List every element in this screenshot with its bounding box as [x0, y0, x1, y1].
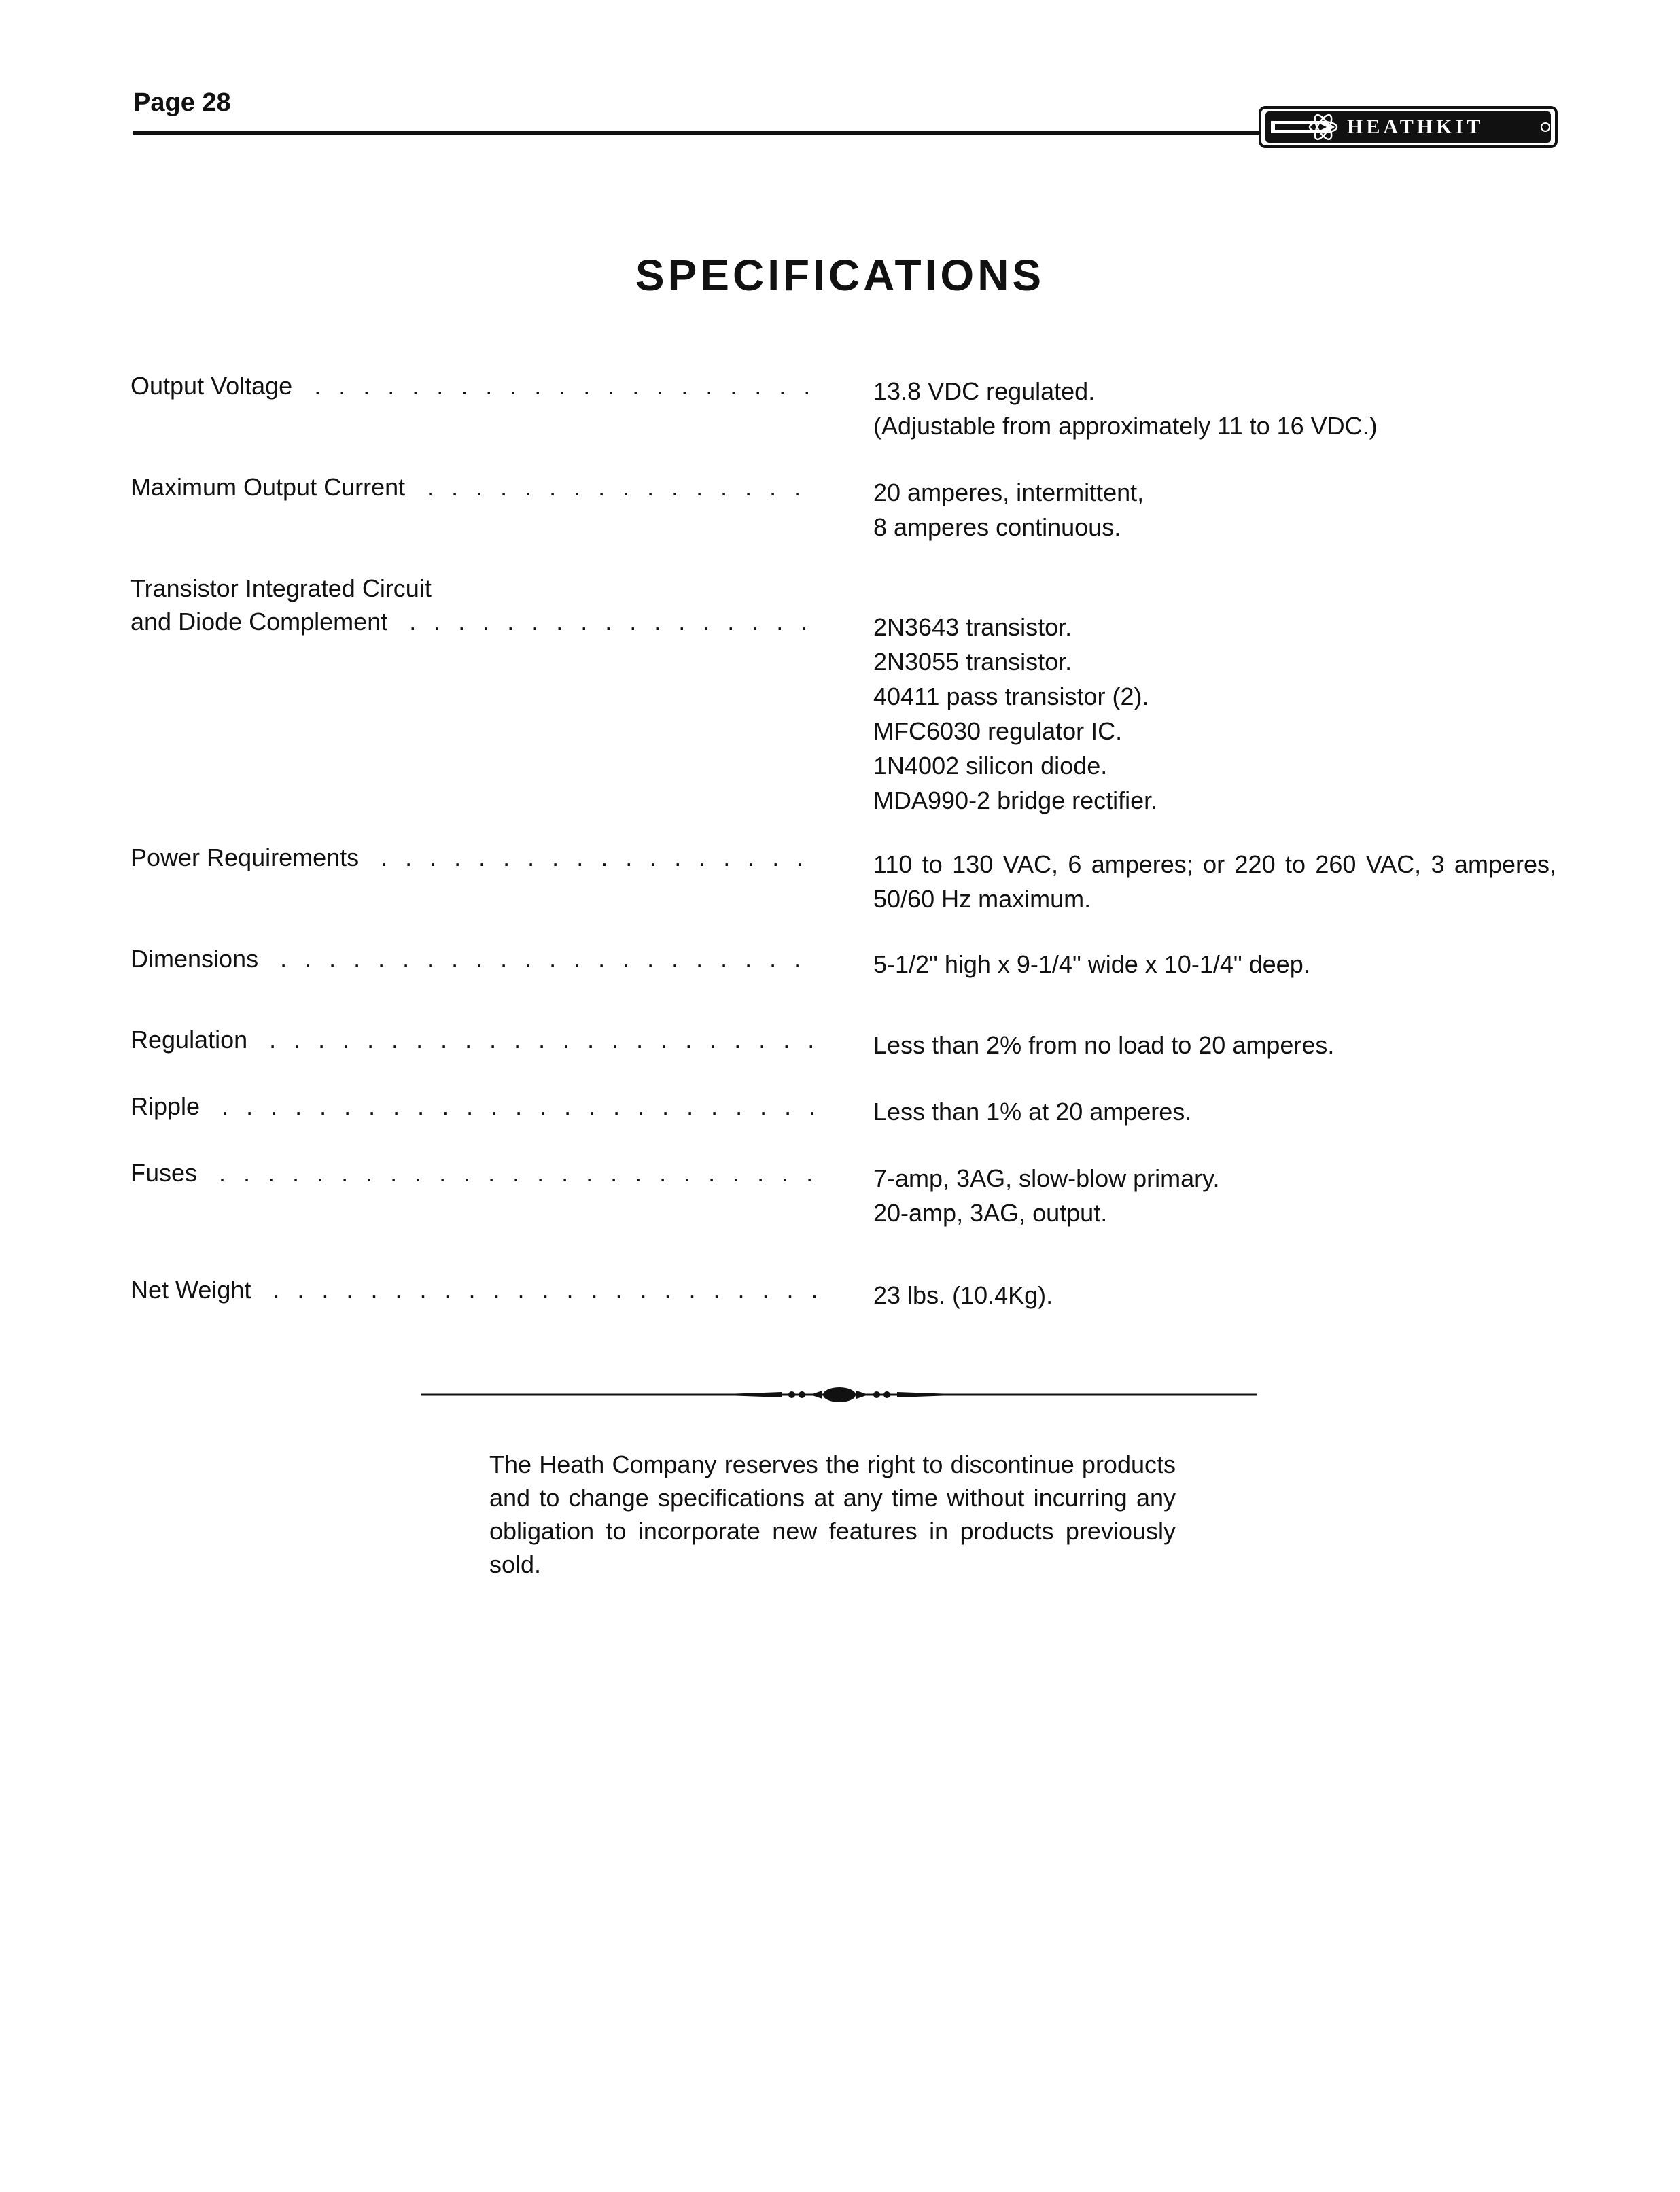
page-title: SPECIFICATIONS [635, 251, 1045, 300]
spec-label: Ripple . . . [130, 1089, 820, 1124]
spec-label: Output Voltage . . . [130, 368, 820, 403]
spec-value: 7-amp, 3AG, slow-blow primary. 20-amp, 3AG, output. [873, 1164, 1220, 1227]
spec-label: Net Weight . . . [130, 1272, 820, 1307]
ornamental-divider [421, 1374, 1257, 1415]
disclaimer-text: The Heath Company reserves the right to discontinue products and to change specifications at any time without incurring any obligation to incorporate new features in products previously sold. [489, 1450, 1176, 1578]
spec-value: 5-1/2" high x 9-1/4" wide x 10-1/4" deep. [873, 950, 1310, 978]
heathkit-logo [1259, 106, 1558, 148]
spec-label-first-line: Transistor Integrated Circuit [130, 574, 432, 602]
logo-wordmark: HEATHKIT [1347, 116, 1484, 138]
spec-value: 2N3643 transistor. 2N3055 transistor. 40411 pass transistor (2). MFC6030 regulator IC. 1N4002 silicon diode. MDA990-2 bridge rectifier. [873, 613, 1158, 814]
spec-label: Maximum Output Current . . . [130, 470, 820, 504]
spec-label: Dimensions . . . [130, 941, 820, 976]
page-number: Page 28 [133, 88, 231, 117]
spec-value: 13.8 VDC regulated. (Adjustable from approximately 11 to 16 VDC.) [873, 377, 1378, 440]
spec-value: 23 lbs. (10.4Kg). [873, 1281, 1053, 1309]
spec-value: Less than 2% from no load to 20 amperes. [873, 1031, 1335, 1059]
spec-value: Less than 1% at 20 amperes. [873, 1098, 1192, 1126]
spec-label: Fuses . . . [130, 1155, 820, 1190]
spec-label: Regulation . . . [130, 1022, 820, 1057]
spec-label: Power Requirements . . . [130, 840, 820, 875]
spec-value: 110 to 130 VAC, 6 amperes; or 220 to 260 VAC, 3 amperes, 50/60 Hz maximum. [873, 850, 1556, 913]
spec-label: and Diode Complement . . . [130, 604, 820, 639]
spec-value: 20 amperes, intermittent, 8 amperes continuous. [873, 479, 1144, 541]
header-rule [133, 131, 1259, 135]
